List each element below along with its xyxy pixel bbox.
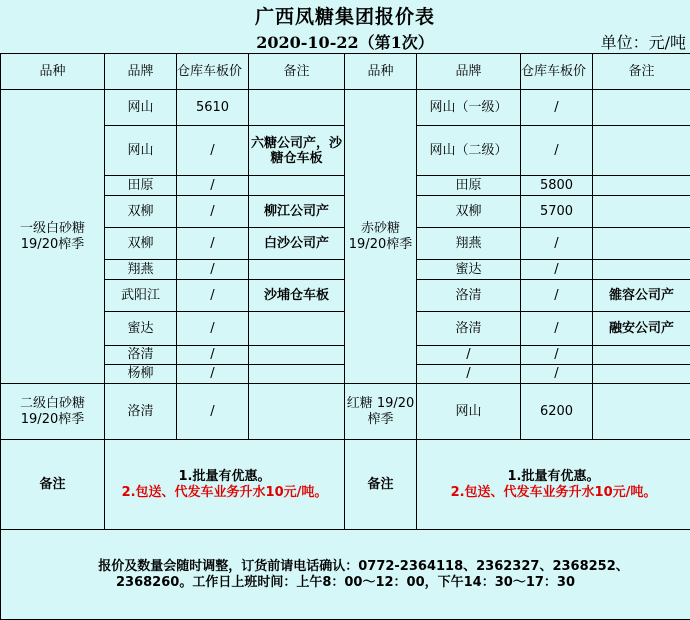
note-cell [593, 228, 690, 260]
remark-line: 1.批量有优惠。 [105, 469, 344, 485]
note-cell [249, 312, 345, 346]
brand-cell: 武阳江 [105, 280, 177, 312]
col-header: 备注 [593, 54, 690, 90]
note-cell [593, 260, 690, 280]
brand-cell: 翔燕 [105, 260, 177, 280]
brand-cell: 洛清 [417, 312, 521, 346]
remarks-right [417, 440, 690, 530]
price-cell: / [177, 312, 249, 346]
footer-note [1, 530, 690, 620]
col-header: 品牌 [105, 54, 177, 90]
remarks-label: 备注 [345, 440, 417, 530]
col-header: 仓库车板价 [177, 54, 249, 90]
brand-cell: / [417, 365, 521, 384]
price-cell: / [177, 126, 249, 176]
price-cell: / [521, 365, 593, 384]
price-cell: / [177, 384, 249, 440]
note-cell [249, 365, 345, 384]
note-cell: 雒容公司产 [593, 280, 690, 312]
price-cell: / [177, 228, 249, 260]
footer-row [1, 530, 690, 620]
brand-cell: / [417, 346, 521, 365]
col-header: 品牌 [417, 54, 521, 90]
note-cell [593, 384, 690, 440]
col-header: 品种 [1, 54, 105, 90]
brand-cell: 杨柳 [105, 365, 177, 384]
note-cell [249, 384, 345, 440]
note-cell [593, 365, 690, 384]
footer-line: 2368260。工作日上班时间：上午8：00～12：00，下午14：30～17：30 [1, 575, 690, 591]
unit-label: 单位：元/吨 [601, 30, 686, 53]
col-header: 备注 [249, 54, 345, 90]
sheet-title: 广西凤糖集团报价表 [0, 2, 690, 29]
price-cell: / [521, 346, 593, 365]
brand-cell: 蜜达 [417, 260, 521, 280]
table-row [1, 90, 690, 126]
price-cell: / [521, 228, 593, 260]
price-cell: / [521, 280, 593, 312]
price-cell: 5700 [521, 196, 593, 228]
remark-line: 1.批量有优惠。 [417, 469, 690, 485]
sheet-date: 2020-10-22（第1次） [0, 30, 690, 53]
price-cell: / [521, 90, 593, 126]
price-cell: / [177, 176, 249, 196]
note-cell [249, 260, 345, 280]
header-row [1, 54, 690, 90]
price-cell: 5800 [521, 176, 593, 196]
note-cell: 白沙公司产 [249, 228, 345, 260]
brand-cell: 洛清 [105, 346, 177, 365]
price-cell: / [177, 280, 249, 312]
brand-cell: 网山 [417, 384, 521, 440]
note-cell [249, 176, 345, 196]
price-cell: / [177, 346, 249, 365]
price-cell: / [177, 196, 249, 228]
price-cell: 5610 [177, 90, 249, 126]
col-header: 仓库车板价 [521, 54, 593, 90]
table-row [1, 384, 690, 440]
remark-line-red: 2.包送、代发车业务升水10元/吨。 [417, 485, 690, 501]
note-cell: 柳江公司产 [249, 196, 345, 228]
note-cell [593, 90, 690, 126]
price-cell: / [521, 312, 593, 346]
brand-cell: 双柳 [105, 196, 177, 228]
category-cell: 红糖 19/20榨季 [345, 384, 417, 440]
note-cell: 融安公司产 [593, 312, 690, 346]
brand-cell: 蜜达 [105, 312, 177, 346]
note-cell [249, 346, 345, 365]
price-table [0, 53, 690, 620]
note-cell [593, 196, 690, 228]
remarks-left [105, 440, 345, 530]
brand-cell: 翔燕 [417, 228, 521, 260]
price-cell: / [521, 260, 593, 280]
note-cell: 沙埔仓车板 [249, 280, 345, 312]
col-header: 品种 [345, 54, 417, 90]
note-text: 六糖公司产，沙糖仓车板 [251, 136, 342, 166]
brand-cell: 网山 [105, 90, 177, 126]
remarks-label: 备注 [1, 440, 105, 530]
note-cell [249, 126, 345, 176]
brand-cell: 网山 [105, 126, 177, 176]
brand-cell: 洛清 [105, 384, 177, 440]
brand-cell: 洛清 [417, 280, 521, 312]
price-cell: / [521, 126, 593, 176]
brand-cell: 田原 [105, 176, 177, 196]
category-cell: 一级白砂糖 19/20榨季 [1, 90, 105, 384]
remarks-row [1, 440, 690, 530]
brand-cell: 网山（一级） [417, 90, 521, 126]
category-cell: 赤砂糖 19/20榨季 [345, 90, 417, 384]
note-cell [593, 176, 690, 196]
remark-line-red: 2.包送、代发车业务升水10元/吨。 [105, 485, 344, 501]
price-cell: / [177, 260, 249, 280]
brand-cell: 双柳 [417, 196, 521, 228]
price-cell: / [177, 365, 249, 384]
note-cell [593, 346, 690, 365]
note-cell [249, 90, 345, 126]
price-cell: 6200 [521, 384, 593, 440]
brand-cell: 双柳 [105, 228, 177, 260]
note-cell [593, 126, 690, 176]
brand-cell: 田原 [417, 176, 521, 196]
footer-line: 报价及数量会随时调整，订货前请电话确认：0772-2364118、2362327、2368252、 [1, 559, 690, 575]
brand-cell: 网山（二级） [417, 126, 521, 176]
category-cell: 二级白砂糖 19/20榨季 [1, 384, 105, 440]
